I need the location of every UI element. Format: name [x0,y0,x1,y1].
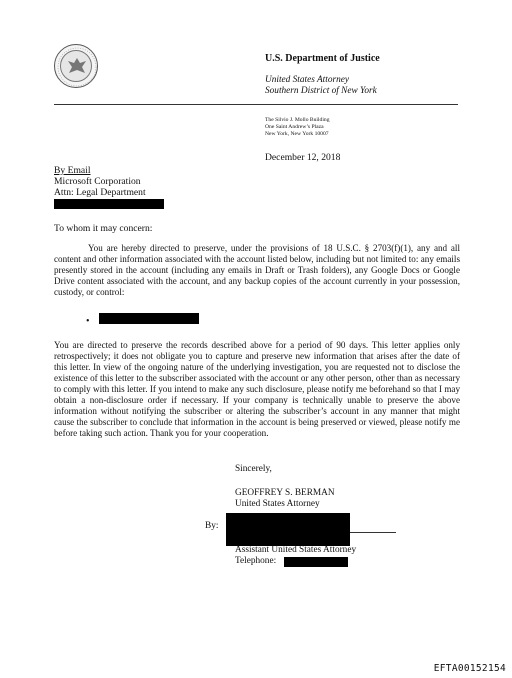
doj-seal [54,44,98,88]
redaction-bar [226,513,350,546]
eagle-icon [55,45,99,89]
letterhead-divider [54,104,458,105]
by-label: By: [205,521,219,531]
signatory-title: United States Attorney [235,499,320,509]
redaction-bar [54,199,164,209]
bullet-icon: • [86,316,90,327]
office-line-1: United States Attorney [265,75,350,85]
paragraph-1 [54,243,460,298]
account-bullet [86,316,90,327]
salutation: To whom it may concern: [54,223,153,234]
delivery-method: By Email [54,165,91,176]
address-line-3: New York, New York 10007 [265,131,329,137]
address-line-2: One Saint Andrew’s Plaza [265,124,324,130]
paragraph-1-text: You are hereby directed to preserve, under the provisions of 18 U.S.C. § 2703(f)(1), any and all content and other information associated with the account listed below, including but not limited to: any emails presently stored in the account (including any emails in Draft or Trash folders), any Google Docs or Google Drive content associated with the account, and any backup copies of the account currently in your possession, custody, or control: [54,243,460,297]
redaction-bar [284,557,348,567]
signatory-name: GEOFFREY S. BERMAN [235,488,335,498]
assistant-title: Assistant United States Attorney [235,545,357,555]
telephone-label: Telephone: [235,556,277,566]
signature-line [350,532,396,533]
office-address [265,117,330,138]
department-name: U.S. Department of Justice [265,53,380,64]
office-line-2: Southern District of New York [265,86,377,96]
recipient-block [54,165,164,209]
document-id: EFTA00152154 [433,663,506,674]
signatory-block [235,488,335,510]
office-name [265,75,377,97]
letter-date: December 12, 2018 [265,152,341,163]
recipient-company: Microsoft Corporation [54,176,141,187]
address-line-1: The Silvio J. Mollo Building [265,117,330,123]
closing: Sincerely, [235,464,272,474]
paragraph-2-text: You are directed to preserve the records described above for a period of 90 days. This letter applies only retrospectively; it does not obligate you to capture and preserve new information that arises after the date of this letter. In view of the ongoing nature of the underlying investigation, you are requested not to disclose the existence of this letter to the subscriber associated with the account or any other person, other than as necessary to comply with this letter. If you intend to make any such disclosure, please notify me beforehand so that I may obtain a non-disclosure order if necessary. If your company is technically unable to preserve the above information without notifying the subscriber or altering the subscriber’s account in any manner that might cause the subscriber to conclude that information in the account is being preserved or viewed, please notify me before taking such action. Thank you for your cooperation. [54,340,460,438]
paragraph-2 [54,340,460,439]
redaction-bar [99,313,199,324]
recipient-attn: Attn: Legal Department [54,187,146,198]
